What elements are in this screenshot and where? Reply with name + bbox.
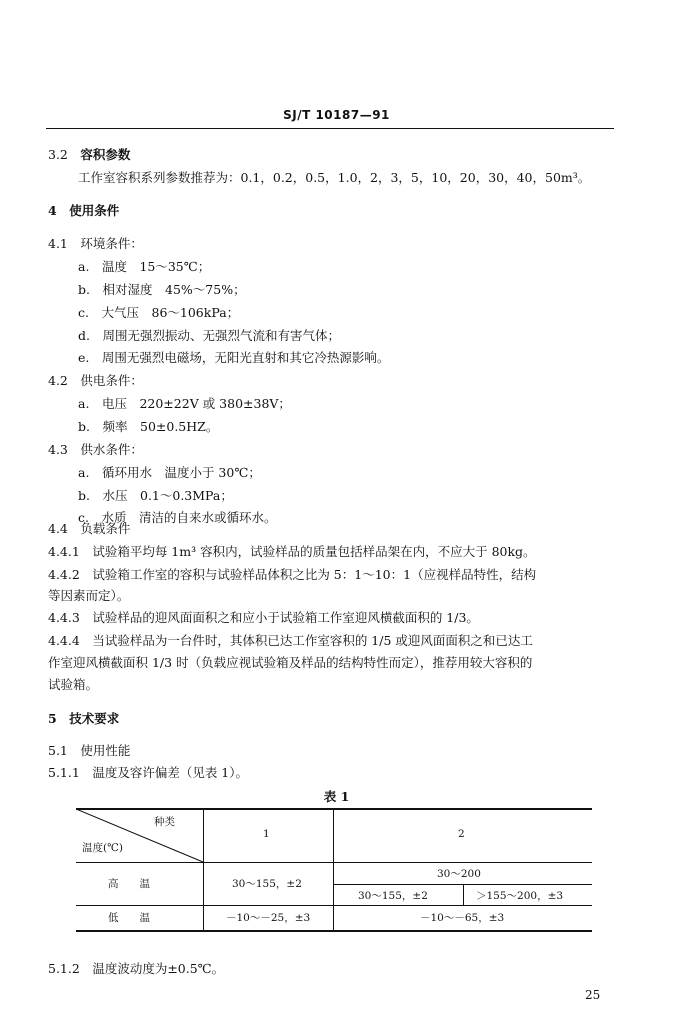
- table-header-col1: 1: [263, 828, 270, 840]
- section-4-heading: 4 使用条件: [48, 203, 120, 218]
- list-item: e. 周围无强烈电磁场，无阳光直射和其它冷热源影响。: [78, 350, 390, 365]
- list-item: c. 水质 清洁的自来水或循环水。: [78, 510, 277, 525]
- table-row-label-low: 低 温: [108, 912, 150, 924]
- table-cell: －10～－65，±3: [420, 912, 505, 924]
- section-4-4-1: 4.4.1 试验箱平均每 1m³ 容积内，试验样品的质量包括样品架在内，不应大于 80kg。: [48, 544, 536, 559]
- table-caption: 表 1: [323, 789, 350, 804]
- section-4-2-heading: 4.2 供电条件：: [48, 373, 143, 388]
- table-row-label-high: 高 温: [108, 878, 150, 890]
- section-5-heading: 5 技术要求: [48, 711, 120, 726]
- table-col-rule-3: [463, 885, 464, 906]
- list-item: a. 温度 15～35℃；: [78, 259, 211, 274]
- list-item: b. 相对湿度 45%～75%；: [78, 282, 246, 297]
- section-4-4-2-line2: 等因素而定）。: [48, 588, 130, 603]
- table-corner-bottom: 温度(℃): [82, 842, 123, 854]
- list-item: b. 频率 50±0.5HZ。: [78, 419, 219, 434]
- table-cell: 30～155，±2: [232, 878, 302, 890]
- table-header-col2: 2: [458, 828, 465, 840]
- list-item: d. 周围无强烈振动、无强烈气流和有害气体；: [78, 328, 341, 343]
- list-item: c. 大气压 86～106kPa；: [78, 305, 240, 320]
- table-col-rule-2: [333, 808, 334, 931]
- section-5-1-2: 5.1.2 温度波动度为±0.5℃。: [48, 961, 225, 976]
- running-header: SJ/T 10187—91: [283, 108, 390, 122]
- section-4-4-4-line3: 试验箱。: [48, 677, 99, 692]
- table-cell: ＞155～200，±3: [476, 890, 564, 902]
- list-item: a. 电压 220±22V 或 380±38V；: [78, 396, 291, 411]
- table-corner-top: 种类: [154, 816, 175, 828]
- list-item: a. 循环用水 温度小于 30℃；: [78, 465, 261, 480]
- section-4-4-2-line1: 4.4.2 试验箱工作室的容积与试验样品体积之比为 5：1～10：1（应视样品特性，结构: [48, 567, 537, 582]
- section-5-1-heading: 5.1 使用性能: [48, 743, 131, 758]
- table-cell: 30～155，±2: [358, 890, 428, 902]
- section-4-4-4-line2: 作室迎风横截面积 1/3 时（负载应视试验箱及样品的结构特性而定），推荐用较大容积的: [48, 655, 533, 670]
- section-3-2-heading: 3.2 容积参数: [48, 147, 131, 162]
- section-4-4-heading: 4.4 负载条件: [48, 521, 131, 536]
- section-4-1-heading: 4.1 环境条件：: [48, 236, 143, 251]
- temperature-table: [76, 808, 592, 932]
- section-4-4-4-line1: 4.4.4 当试验样品为一台件时，其体积已达工作室容积的 1/5 或迎风面面积之和已达工: [48, 633, 533, 648]
- section-3-2-text: 工作室容积系列参数推荐为：0.1，0.2，0.5，1.0，2，3，5，10，20，30，40，50m³。: [78, 170, 591, 185]
- page-number: 25: [585, 988, 601, 1002]
- header-rule: [46, 128, 614, 129]
- section-4-3-heading: 4.3 供水条件：: [48, 442, 143, 457]
- section-5-1-1: 5.1.1 温度及容许偏差（见表 1）。: [48, 765, 249, 780]
- list-item: b. 水压 0.1～0.3MPa；: [78, 488, 233, 503]
- table-cell: 30～200: [437, 868, 481, 880]
- table-cell: －10～－25，±3: [226, 912, 311, 924]
- section-4-4-3: 4.4.3 试验样品的迎风面面积之和应小于试验箱工作室迎风横截面积的 1/3。: [48, 610, 479, 625]
